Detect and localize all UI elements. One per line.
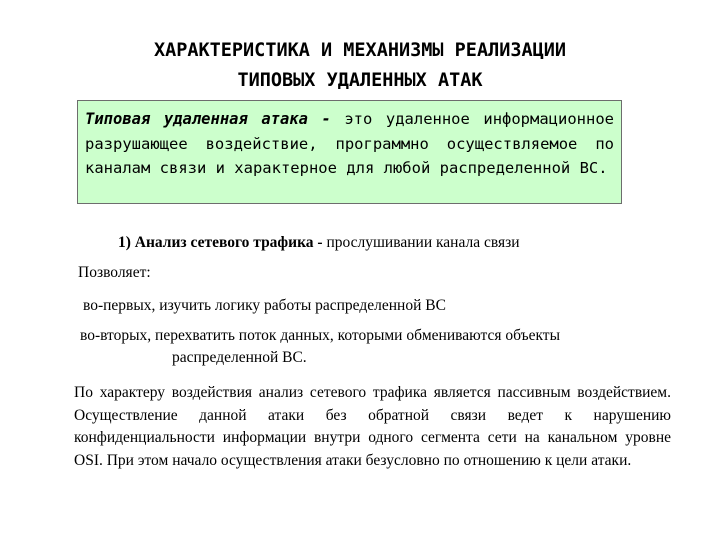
second-point-line-2: распределенной ВС. [172,349,307,366]
slide-title-line-2: ТИПОВЫХ УДАЛЕННЫХ АТАК [237,70,483,91]
slide-title [40,36,680,96]
second-point-line-1: во-вторых, перехватить поток данных, которыми обмениваются объекты [80,327,560,344]
description-paragraph: По характеру воздействия анализ сетевого трафика является пассивным воздействием. Осуществление данной атаки без обратной связи ведет к нарушению конфиденциальности информации внутри одного сегмента сети на канальном уровне OSI. При этом начало осуществления атаки безусловно по отношению к цели атаки. [74,384,671,469]
second-point [80,325,560,369]
analysis-heading [118,234,520,252]
analysis-lead: 1) Анализ сетевого трафика - [118,234,323,251]
definition-term: Типовая удаленная атака - [85,110,331,128]
definition-box [77,100,622,204]
definition-text: это удаленное информационное разрушающее воздействие, программно осуществляемое по каналам связи и характерное для любой распределенной ВС. [85,110,615,177]
slide-title-line-1: ХАРАКТЕРИСТИКА И МЕХАНИЗМЫ РЕАЛИЗАЦИИ [153,40,567,61]
analysis-text: прослушивании канала связи [322,234,520,251]
first-point: во-первых, изучить логику работы распределенной ВС [83,297,446,314]
allows-label: Позволяет: [78,264,151,281]
